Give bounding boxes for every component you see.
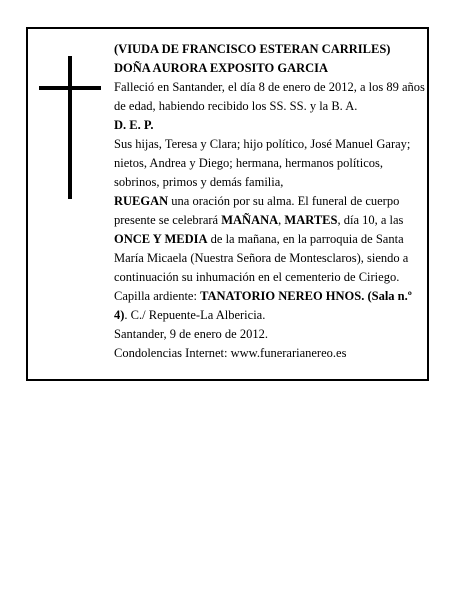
prayer-text: una oración por su alma. El funeral de cuerpo presente se celebrará (114, 194, 400, 227)
day-text: , día 10, a las (337, 213, 404, 227)
martes-label: MARTES (284, 213, 338, 227)
death-details: Falleció en Santander, el día 8 de enero de 2012, a los 89 años de edad, habiendo recibido los SS. SS. y la B. A. (114, 80, 425, 113)
time-label: ONCE Y MEDIA (114, 232, 208, 246)
chapel-details (114, 287, 426, 325)
chapel-label: Capilla ardiente: (114, 289, 201, 303)
widow-header: (VIUDA DE FRANCISCO ESTERAN CARRILES) (114, 42, 391, 56)
chapel-address: . C./ Repuente-La Albericia. (124, 308, 266, 322)
manana-label: MAÑANA (221, 213, 279, 227)
dep-line: D. E. P. (114, 118, 154, 132)
chapel-name: TANATORIO NEREO HNOS. (Sala n.º 4) (114, 289, 412, 322)
funeral-details (114, 192, 426, 287)
notice-date: Santander, 9 de enero de 2012. (114, 327, 268, 341)
church-text: de la mañana, en la parroquia de Santa María Micaela (Nuestra Señora de Montesclaros), siendo a continuación su inhumación en el cementerio de Ciriego. (114, 232, 409, 284)
cross-horizontal-bar (39, 86, 101, 90)
comma-separator: , (278, 213, 285, 227)
obituary-text (114, 40, 426, 363)
ruegan-label: RUEGAN (114, 194, 169, 208)
family-list: Sus hijas, Teresa y Clara; hijo político, José Manuel Garay; nietos, Andrea y Diego; hermana, hermanos políticos, sobrinos, primos y demás familia, (114, 137, 411, 189)
cross-vertical-bar (68, 56, 72, 199)
deceased-name: DOÑA AURORA EXPOSITO GARCIA (114, 61, 329, 75)
obituary-notice (26, 27, 429, 381)
condolences-line: Condolencias Internet: www.funerarianereo.es (114, 346, 347, 360)
